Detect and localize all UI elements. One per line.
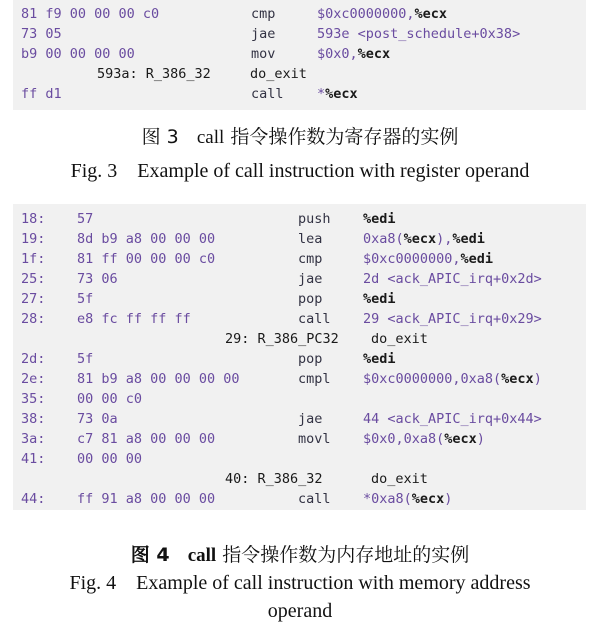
code-operand: $0xc0000000,%ecx (317, 6, 448, 22)
code-mnemonic: cmp (298, 251, 323, 267)
relocation-target: do_exit (371, 471, 428, 487)
code-mnemonic: cmp (251, 6, 276, 22)
code-bytes: ff d1 (21, 86, 62, 102)
code-mnemonic: cmpl (298, 371, 331, 387)
code-mnemonic: push (298, 211, 331, 227)
code-bytes: 73 06 (77, 271, 118, 287)
code-address: 28: (21, 311, 46, 327)
code-address: 25: (21, 271, 46, 287)
figure-3-caption-cn-call: call (196, 127, 225, 148)
figure-4-caption-cn (0, 540, 600, 567)
code-address: 3a: (21, 431, 46, 447)
figure-4-caption-cn-call: call (187, 545, 217, 566)
code-line (13, 389, 586, 409)
code-operand: *%ecx (317, 86, 358, 102)
relocation-entry: 40: R_386_32 (225, 471, 323, 487)
code-line (13, 449, 586, 469)
code-bytes: 00 00 c0 (77, 391, 143, 407)
code-bytes: 5f (77, 291, 94, 307)
code-mnemonic: jae (298, 271, 323, 287)
code-line (13, 309, 586, 329)
figure-4-code-listing (13, 204, 586, 510)
code-mnemonic: call (298, 491, 331, 507)
code-mnemonic: call (251, 86, 284, 102)
code-bytes: 00 00 00 (77, 451, 143, 467)
code-operand: 2d <ack_APIC_irq+0x2d> (363, 271, 542, 287)
code-operand: *0xa8(%ecx) (363, 491, 453, 507)
relocation-entry: 29: R_386_PC32 (225, 331, 339, 347)
code-address: 2e: (21, 371, 46, 387)
code-operand: %edi (363, 211, 396, 227)
code-line (13, 369, 586, 389)
code-line (13, 229, 586, 249)
figure-3-caption-cn-prefix: 图 3 (141, 126, 179, 148)
code-mnemonic: mov (251, 46, 276, 62)
code-address: 38: (21, 411, 46, 427)
code-bytes: 73 05 (21, 26, 62, 42)
code-operand: $0x0,%ecx (317, 46, 391, 62)
relocation-target: do_exit (250, 66, 307, 82)
code-line (13, 489, 586, 509)
code-mnemonic: pop (298, 291, 323, 307)
code-line (13, 329, 586, 349)
code-line (13, 24, 586, 44)
relocation-entry: 593a: R_386_32 (97, 66, 211, 82)
code-line (13, 209, 586, 229)
code-mnemonic: jae (298, 411, 323, 427)
figure-4-caption-en-line2: operand (267, 600, 333, 622)
code-bytes: 81 b9 a8 00 00 00 00 (77, 371, 240, 387)
code-line (13, 249, 586, 269)
figure-3-caption-en: Fig. 3 Example of call instruction with register operand (70, 160, 530, 182)
code-operand: %edi (363, 351, 396, 367)
code-mnemonic: call (298, 311, 331, 327)
relocation-target: do_exit (371, 331, 428, 347)
code-bytes: 81 ff 00 00 00 c0 (77, 251, 216, 267)
code-address: 19: (21, 231, 46, 247)
code-bytes: ff 91 a8 00 00 00 (77, 491, 216, 507)
code-line (13, 269, 586, 289)
figure-3-caption-cn-rest: 指令操作数为寄存器的实例 (230, 126, 459, 148)
code-bytes: 8d b9 a8 00 00 00 (77, 231, 216, 247)
code-operand: 0xa8(%ecx),%edi (363, 231, 485, 247)
code-address: 18: (21, 211, 46, 227)
code-operand: $0x0,0xa8(%ecx) (363, 431, 485, 447)
code-line (13, 44, 586, 64)
figure-4-caption-en-line1: Fig. 4 Example of call instruction with memory address (69, 572, 531, 594)
code-bytes: 5f (77, 351, 94, 367)
code-mnemonic: lea (298, 231, 323, 247)
figure-4-caption-cn-rest: 指令操作数为内存地址的实例 (222, 544, 470, 566)
code-line (13, 64, 586, 84)
code-line (13, 4, 586, 24)
code-operand: 593e <post_schedule+0x38> (317, 26, 521, 42)
code-line (13, 429, 586, 449)
figure-3-code-listing (13, 0, 586, 110)
code-operand: 44 <ack_APIC_irq+0x44> (363, 411, 542, 427)
code-line (13, 409, 586, 429)
code-operand: 29 <ack_APIC_irq+0x29> (363, 311, 542, 327)
code-line (13, 289, 586, 309)
code-address: 44: (21, 491, 46, 507)
code-line (13, 469, 586, 489)
code-bytes: 57 (77, 211, 94, 227)
code-bytes: b9 00 00 00 00 (21, 46, 135, 62)
code-mnemonic: movl (298, 431, 331, 447)
code-address: 35: (21, 391, 46, 407)
code-mnemonic: jae (251, 26, 276, 42)
code-bytes: e8 fc ff ff ff (77, 311, 191, 327)
figure-4-caption-cn-prefix: 图 4 (130, 544, 170, 566)
code-bytes: 73 0a (77, 411, 118, 427)
code-operand: $0xc0000000,%edi (363, 251, 494, 267)
code-address: 2d: (21, 351, 46, 367)
code-line (13, 349, 586, 369)
code-mnemonic: pop (298, 351, 323, 367)
code-address: 27: (21, 291, 46, 307)
code-operand: $0xc0000000,0xa8(%ecx) (363, 371, 542, 387)
code-bytes: 81 f9 00 00 00 c0 (21, 6, 160, 22)
code-bytes: c7 81 a8 00 00 00 (77, 431, 216, 447)
code-address: 41: (21, 451, 46, 467)
figure-3-caption-cn (0, 122, 600, 149)
code-address: 1f: (21, 251, 46, 267)
code-line (13, 84, 586, 104)
code-operand: %edi (363, 291, 396, 307)
